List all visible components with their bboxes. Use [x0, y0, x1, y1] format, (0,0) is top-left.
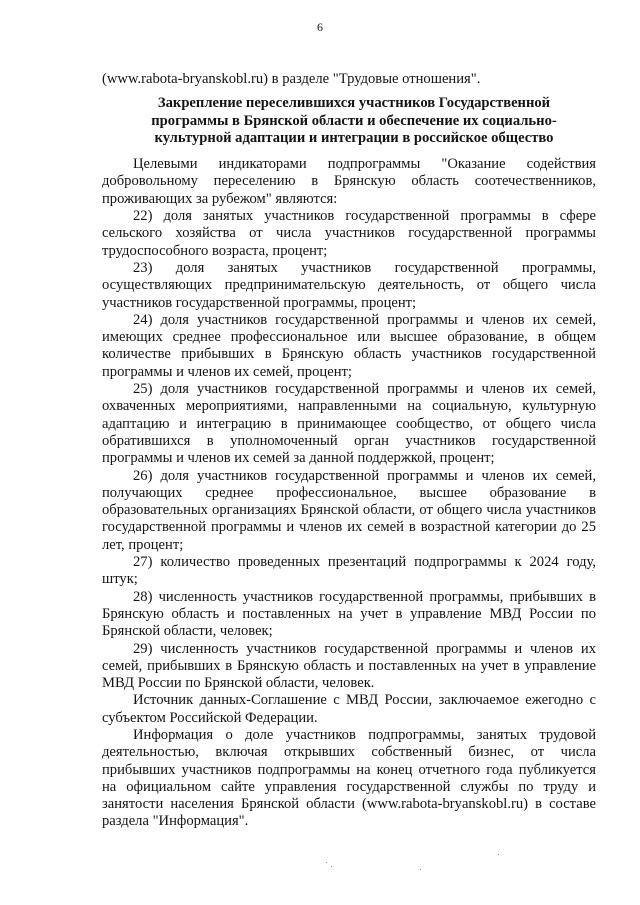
- paragraph-indicators-intro: Целевыми индикаторами подпрограммы "Оказание содействия добровольному переселению в Брянскую область соотечественников, проживающих за рубежом" являются:: [102, 156, 596, 207]
- intro-line: (www.rabota-bryanskobl.ru) в разделе "Трудовые отношения".: [102, 71, 481, 87]
- section-heading: Закрепление переселившихся участников Государственной программы в Брянской области и обеспечение их социально-культурной адаптации и интеграции в российское общество: [151, 95, 557, 146]
- paragraph-item-23: 23) доля занятых участников государственной программы, осуществляющих предпринимательскую деятельность, от общего числа участников государственной программы, процент;: [102, 259, 596, 311]
- paragraph-item-26: 26) доля участников государственной программы и членов их семей, получающих среднее профессиональное, высшее образование в образовательных организациях Брянской области, от общего числа участников государственной программы и членов их семей в возрастной категории до 25 лет, процент;: [102, 467, 596, 553]
- paragraph-item-24: 24) доля участников государственной программы и членов их семей, имеющих среднее профессиональное или высшее образование, в общем количестве прибывших в Брянскую область участников государственной программы и членов их семей, процент;: [102, 311, 596, 380]
- paragraph-item-22: 22) доля занятых участников государственной программы в сфере сельского хозяйства от числа участников государственной программы трудоспособного возраста, процент;: [102, 208, 596, 259]
- paragraph-item-29: 29) численность участников государственной программы и членов их семей, прибывших в Брянскую область и поставленных на учет в управление МВД России по Брянской области, человек.: [102, 640, 596, 692]
- document-body: [102, 71, 596, 831]
- paragraph-information: Информация о доле участников подпрограммы, занятых трудовой деятельностью, включая открывших собственный бизнес, от числа прибывших участников подпрограммы на конец отчетного года публикуется на официальном сайте управления государственной службы по труду и занятости населения Брянской области (www.rabota-bryanskobl.ru) в составе раздела "Информация".: [102, 726, 596, 830]
- page-number: 6: [317, 20, 323, 34]
- paragraph-item-25: 25) доля участников государственной программы и членов их семей, охваченных мероприятиями, направленными на социальную, культурную адаптацию и интеграцию в принимающее сообщество, от общего числа обратившихся в уполномоченный орган участников государственной программы и членов их семей за данной поддержкой, процент;: [102, 381, 596, 467]
- paragraph-item-27: 27) количество проведенных презентаций подпрограммы к 2024 году, штук;: [102, 554, 596, 588]
- paragraph-item-28: 28) численность участников государственной программы, прибывших в Брянскую область и поставленных на учет в управление МВД России по Брянской области, человек;: [102, 588, 596, 640]
- paragraph-data-source: Источник данных-Соглашение с МВД России, заключаемое ежегодно с субъектом Российской Федерации.: [102, 692, 596, 726]
